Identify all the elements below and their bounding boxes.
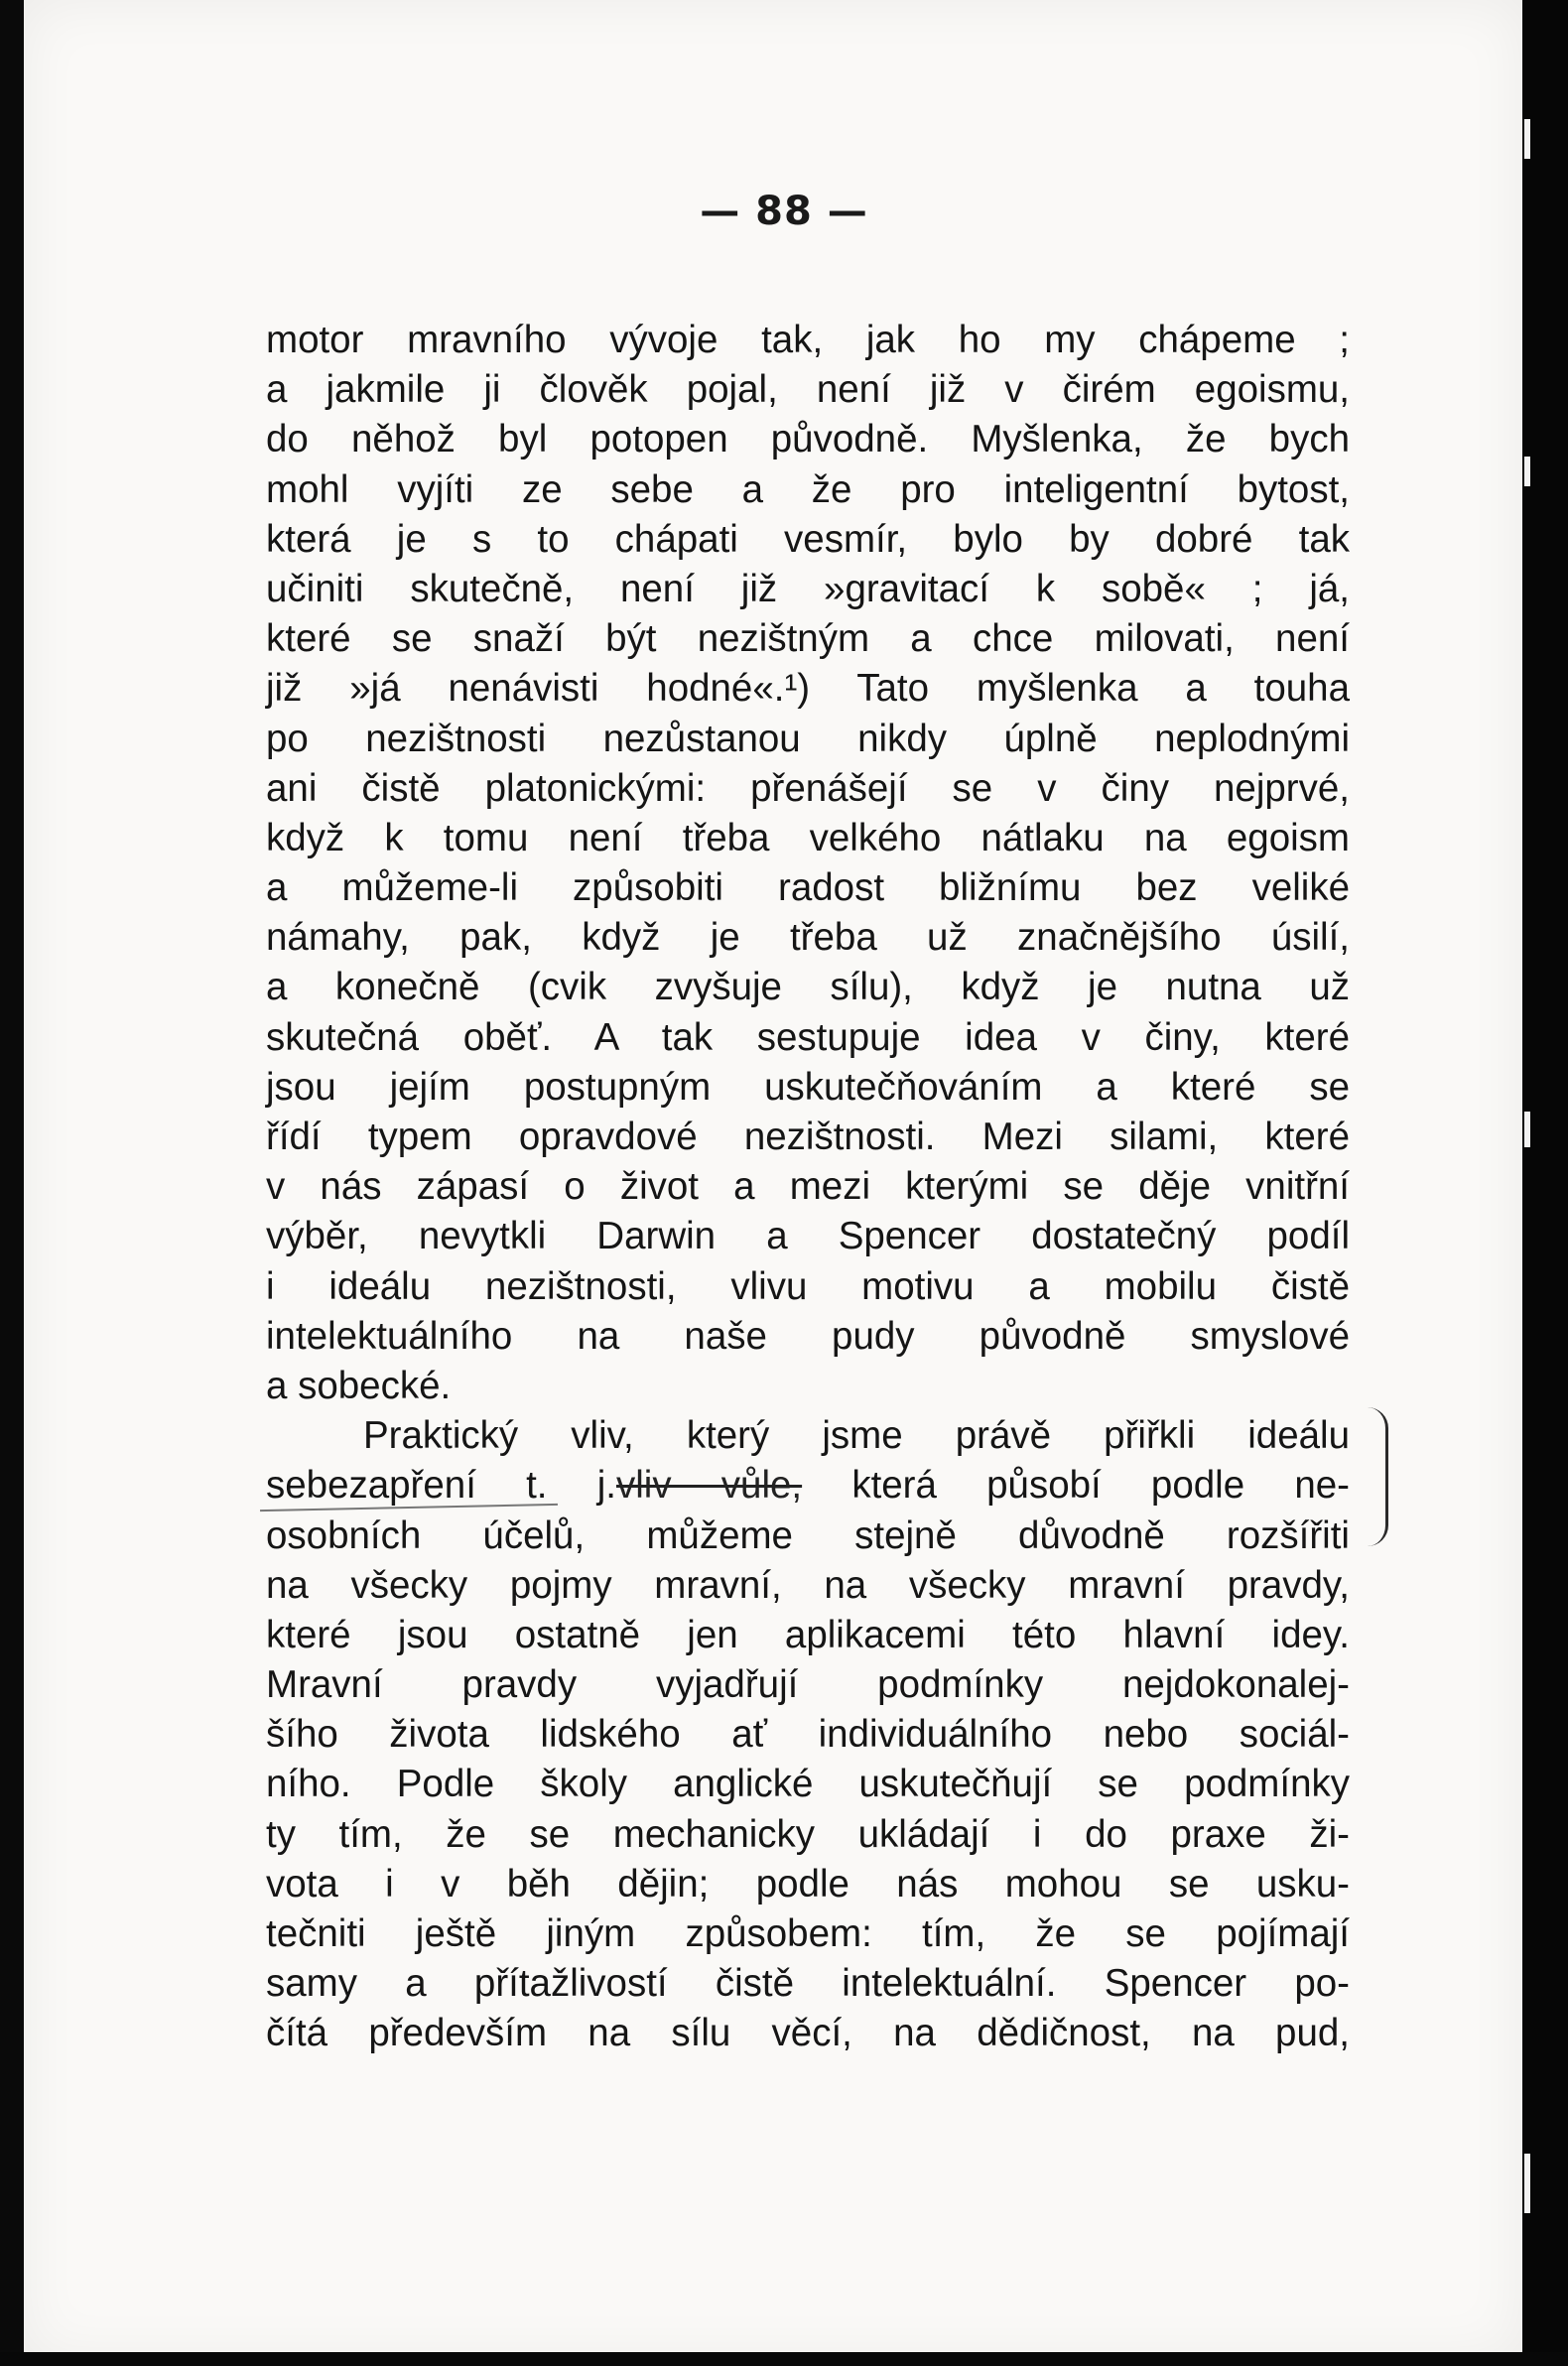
text-line: a konečně (cvik zvyšuje sílu), když je nutna už — [266, 966, 1350, 1009]
text-line: čítá především na sílu věcí, na dědičnost, na pud, — [266, 2012, 1350, 2055]
text-line: učiniti skutečně, není již »gravitací k sobě« ; já, — [266, 567, 1350, 610]
page-number: — 88 — — [700, 189, 868, 234]
text-line: ního. Podle školy anglické uskutečňují se podmínky — [266, 1763, 1350, 1806]
struck-text: vliv vůle, — [615, 1464, 803, 1508]
text-line: i ideálu nezištnosti, vlivu motivu a mobilu čistě — [266, 1264, 1350, 1308]
text-line: které se snaží být nezištným a chce milovati, není — [266, 617, 1350, 661]
text-line: jsou jejím postupným uskutečňováním a které se — [266, 1065, 1350, 1109]
body-text — [266, 316, 1350, 2059]
text-line: na všecky pojmy mravní, na všecky mravní pravdy, — [266, 1563, 1350, 1607]
pencil-margin-bracket — [1368, 1407, 1388, 1546]
text-line: vota i v běh dějin; podle nás mohou se usku- — [266, 1862, 1350, 1906]
text-line: motor mravního vývoje tak, jak ho my chápeme ; — [266, 319, 1350, 361]
text-line: skutečná oběť. A tak sestupuje idea v činy, které — [266, 1015, 1350, 1059]
page-edge-bottom — [0, 2352, 1568, 2366]
text-line: do něhož byl potopen původně. Myšlenka, že bych — [266, 418, 1350, 461]
text-line-with-strikethrough — [266, 1461, 1350, 1511]
line-text-before: sebezapření t. j. — [266, 1464, 616, 1508]
text-line: které jsou ostatně jen aplikacemi této hlavní idey. — [266, 1613, 1350, 1656]
text-line: samy a přítažlivostí čistě intelektuální. Spencer po- — [266, 1962, 1350, 2006]
text-line: řídí typem opravdové nezištnosti. Mezi silami, které — [266, 1116, 1350, 1158]
text-line: námahy, pak, když je třeba už značnějšího úsilí, — [266, 916, 1350, 960]
text-line: již »já nenávisti hodné«.¹) Tato myšlenka a touha — [266, 667, 1350, 711]
text-line: v nás zápasí o život a mezi kterými se děje vnitřní — [266, 1165, 1350, 1209]
text-line: šího života lidského ať individuálního nebo sociál- — [266, 1713, 1350, 1757]
text-line: Mravní pravdy vyjadřují podmínky nejdokonalej- — [266, 1663, 1350, 1707]
page-edge-binding — [1522, 0, 1568, 2366]
text-line: a můžeme-li způsobiti radost bližnímu bez veliké — [266, 866, 1350, 910]
text-line: osobních účelů, můžeme stejně důvodně rozšířiti — [266, 1513, 1350, 1557]
text-line: výběr, nevytkli Darwin a Spencer dostatečný podíl — [266, 1215, 1350, 1258]
paragraph-start-line: Praktický vliv, který jsme právě přiřkli ideálu — [363, 1414, 1350, 1458]
line-text-after: která působí podle ne- — [802, 1464, 1350, 1508]
text-line: ani čistě platonickými: přenášejí se v činy nejprvé, — [266, 766, 1350, 810]
paragraph-end-line: a sobecké. — [266, 1364, 452, 1407]
text-line: ty tím, že se mechanicky ukládají i do praxe ži- — [266, 1812, 1350, 1856]
text-line: po nezištnosti nezůstanou nikdy úplně neplodnými — [266, 717, 1350, 760]
text-line: a jakmile ji člověk pojal, není již v čirém egoismu, — [266, 368, 1350, 412]
text-line: mohl vyjíti ze sebe a že pro inteligentní bytost, — [266, 467, 1350, 511]
text-line: která je s to chápati vesmír, bylo by dobré tak — [266, 517, 1350, 561]
text-line: když k tomu není třeba velkého nátlaku na egoism — [266, 816, 1350, 859]
text-line: tečniti ještě jiným způsobem: tím, že se pojímají — [266, 1912, 1350, 1955]
text-line: intelektuálního na naše pudy původně smyslové — [266, 1314, 1350, 1358]
